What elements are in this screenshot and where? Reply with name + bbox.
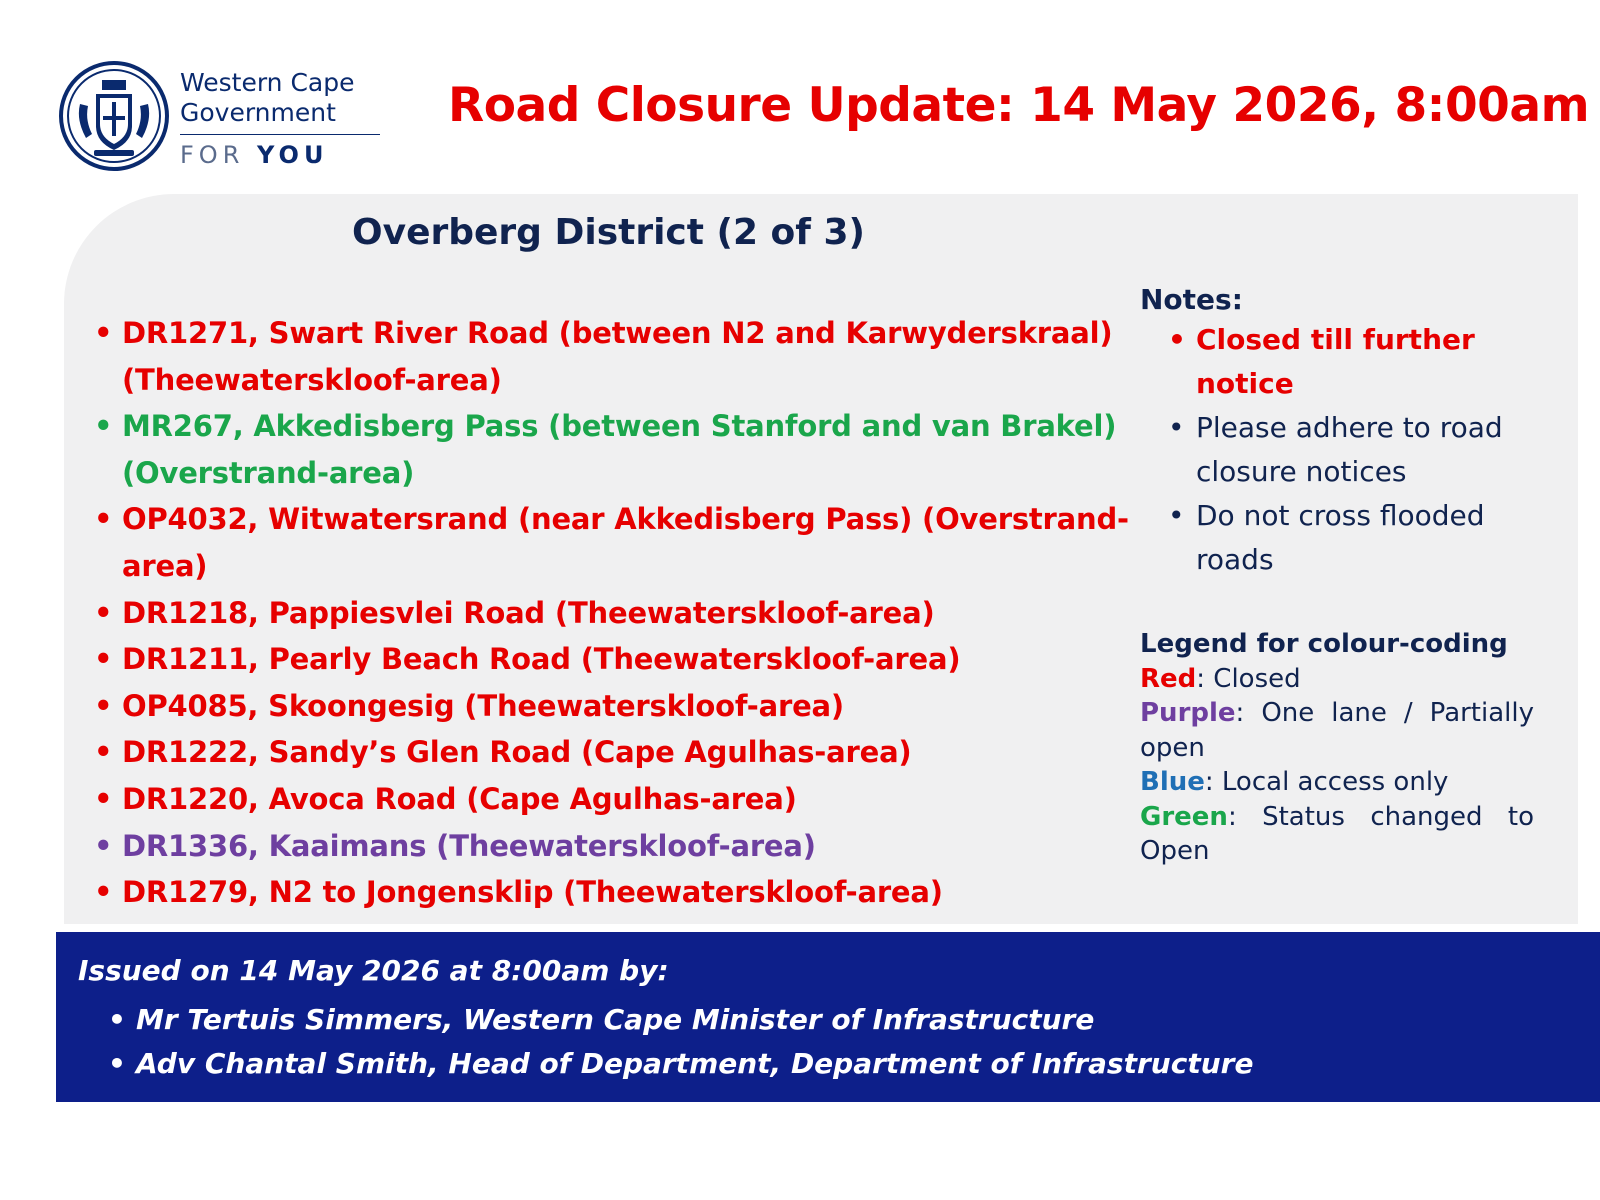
bullet-icon: • <box>94 735 113 770</box>
bullet-icon: • <box>94 409 113 444</box>
tagline-for: FOR <box>180 141 245 169</box>
legend-key: Red <box>1140 663 1197 694</box>
bullet-icon: • <box>94 875 113 910</box>
road-text: DR1336, Kaaimans (Theewaterskloof-area) <box>122 828 816 863</box>
road-item <box>94 496 1194 589</box>
legend-section <box>1140 627 1534 869</box>
road-item <box>94 683 1194 730</box>
note-text: Please adhere to road closure notices <box>1196 411 1503 488</box>
logo-divider <box>180 134 380 135</box>
issuer-text: Mr Tertuis Simmers, Western Cape Minister of Infrastructure <box>136 1003 1095 1036</box>
legend-entry-blue: Blue: Local access only <box>1140 767 1449 797</box>
notes-section <box>1140 282 1550 582</box>
note-item <box>1168 318 1550 406</box>
bullet-icon: • <box>1168 499 1185 532</box>
bullet-icon: • <box>1168 411 1185 444</box>
logo-wordmark <box>180 68 390 169</box>
road-text: DR1279, N2 to Jongensklip (Theewaterskloof-area) <box>122 875 943 910</box>
issuer-item <box>108 998 1253 1042</box>
road-text: DR1218, Pappiesvlei Road (Theewaterskloof-area) <box>122 595 935 630</box>
note-item <box>1168 406 1550 494</box>
road-text: OP4085, Skoongesig (Theewaterskloof-area) <box>122 688 844 723</box>
org-name-line2: Government <box>180 98 336 127</box>
bullet-icon: • <box>94 316 113 350</box>
issued-by-footer <box>56 932 1600 1102</box>
road-item <box>94 310 1194 403</box>
content-panel <box>64 194 1578 924</box>
bullet-icon: • <box>94 781 113 816</box>
legend-key: Purple <box>1140 698 1236 728</box>
legend-value: Status changed to Open <box>1140 801 1534 866</box>
coat-of-arms-icon <box>58 60 170 172</box>
road-text: MR267, Akkedisberg Pass (between Stanford and van Brakel)(Overstrand-area) <box>122 409 1117 490</box>
bullet-icon: • <box>108 1047 126 1080</box>
note-text: Do not cross flooded roads <box>1196 499 1485 576</box>
issued-statement: Issued on 14 May 2026 at 8:00am by: <box>78 954 669 987</box>
road-list <box>94 310 1197 916</box>
road-text: DR1211, Pearly Beach Road (Theewaterskloof-area) <box>122 642 961 677</box>
road-text: DR1271, Swart River Road (between N2 and Karwyderskraal) (Theewaterskloof-area) <box>122 316 1113 397</box>
road-item <box>94 636 1194 683</box>
tagline-you: YOU <box>257 141 329 169</box>
bullet-icon: • <box>94 595 113 630</box>
issuer-item <box>108 1042 1253 1086</box>
bullet-icon: • <box>94 688 113 723</box>
road-item <box>94 403 1194 496</box>
issuer-text: Adv Chantal Smith, Head of Department, Department of Infrastructure <box>136 1047 1254 1080</box>
bullet-icon: • <box>1168 323 1186 356</box>
legend-entry-purple: Purple: One lane / Partially open <box>1140 698 1534 763</box>
note-text: Closed till further notice <box>1196 323 1475 400</box>
road-item <box>94 729 1194 776</box>
road-item <box>94 590 1194 637</box>
legend-value: One lane / Partially open <box>1140 698 1534 763</box>
road-item <box>94 823 1194 870</box>
notes-list <box>1168 318 1550 582</box>
legend-title: Legend for colour-coding <box>1140 629 1508 659</box>
notes-title: Notes: <box>1140 283 1243 316</box>
road-item <box>94 776 1194 823</box>
legend-key: Blue <box>1140 767 1205 797</box>
logo-tagline <box>180 141 390 169</box>
road-text: DR1220, Avoca Road (Cape Agulhas-area) <box>122 781 797 816</box>
bullet-icon: • <box>94 502 113 537</box>
legend-entry-green: Green: Status changed to Open <box>1140 801 1534 866</box>
western-cape-government-logo <box>58 60 388 172</box>
bullet-icon: • <box>108 1003 126 1036</box>
page-title: Road Closure Update: 14 May 2026, 8:00am <box>448 78 1590 133</box>
road-item <box>94 869 1194 916</box>
road-text: DR1222, Sandy’s Glen Road (Cape Agulhas-area) <box>122 735 912 770</box>
issuer-list <box>108 998 1253 1086</box>
note-item <box>1168 494 1550 582</box>
road-text: OP4032, Witwatersrand (near Akkedisberg Pass) (Overstrand-area) <box>122 502 1129 583</box>
district-heading: Overberg District (2 of 3) <box>352 212 865 253</box>
legend-entry-red: Red: Closed <box>1140 663 1301 694</box>
org-name-line1: Western Cape <box>180 68 355 97</box>
bullet-icon: • <box>94 642 113 677</box>
legend-value: Closed <box>1213 663 1301 694</box>
legend-value: Local access only <box>1221 767 1449 797</box>
bullet-icon: • <box>94 828 113 863</box>
legend-key: Green <box>1140 801 1228 832</box>
